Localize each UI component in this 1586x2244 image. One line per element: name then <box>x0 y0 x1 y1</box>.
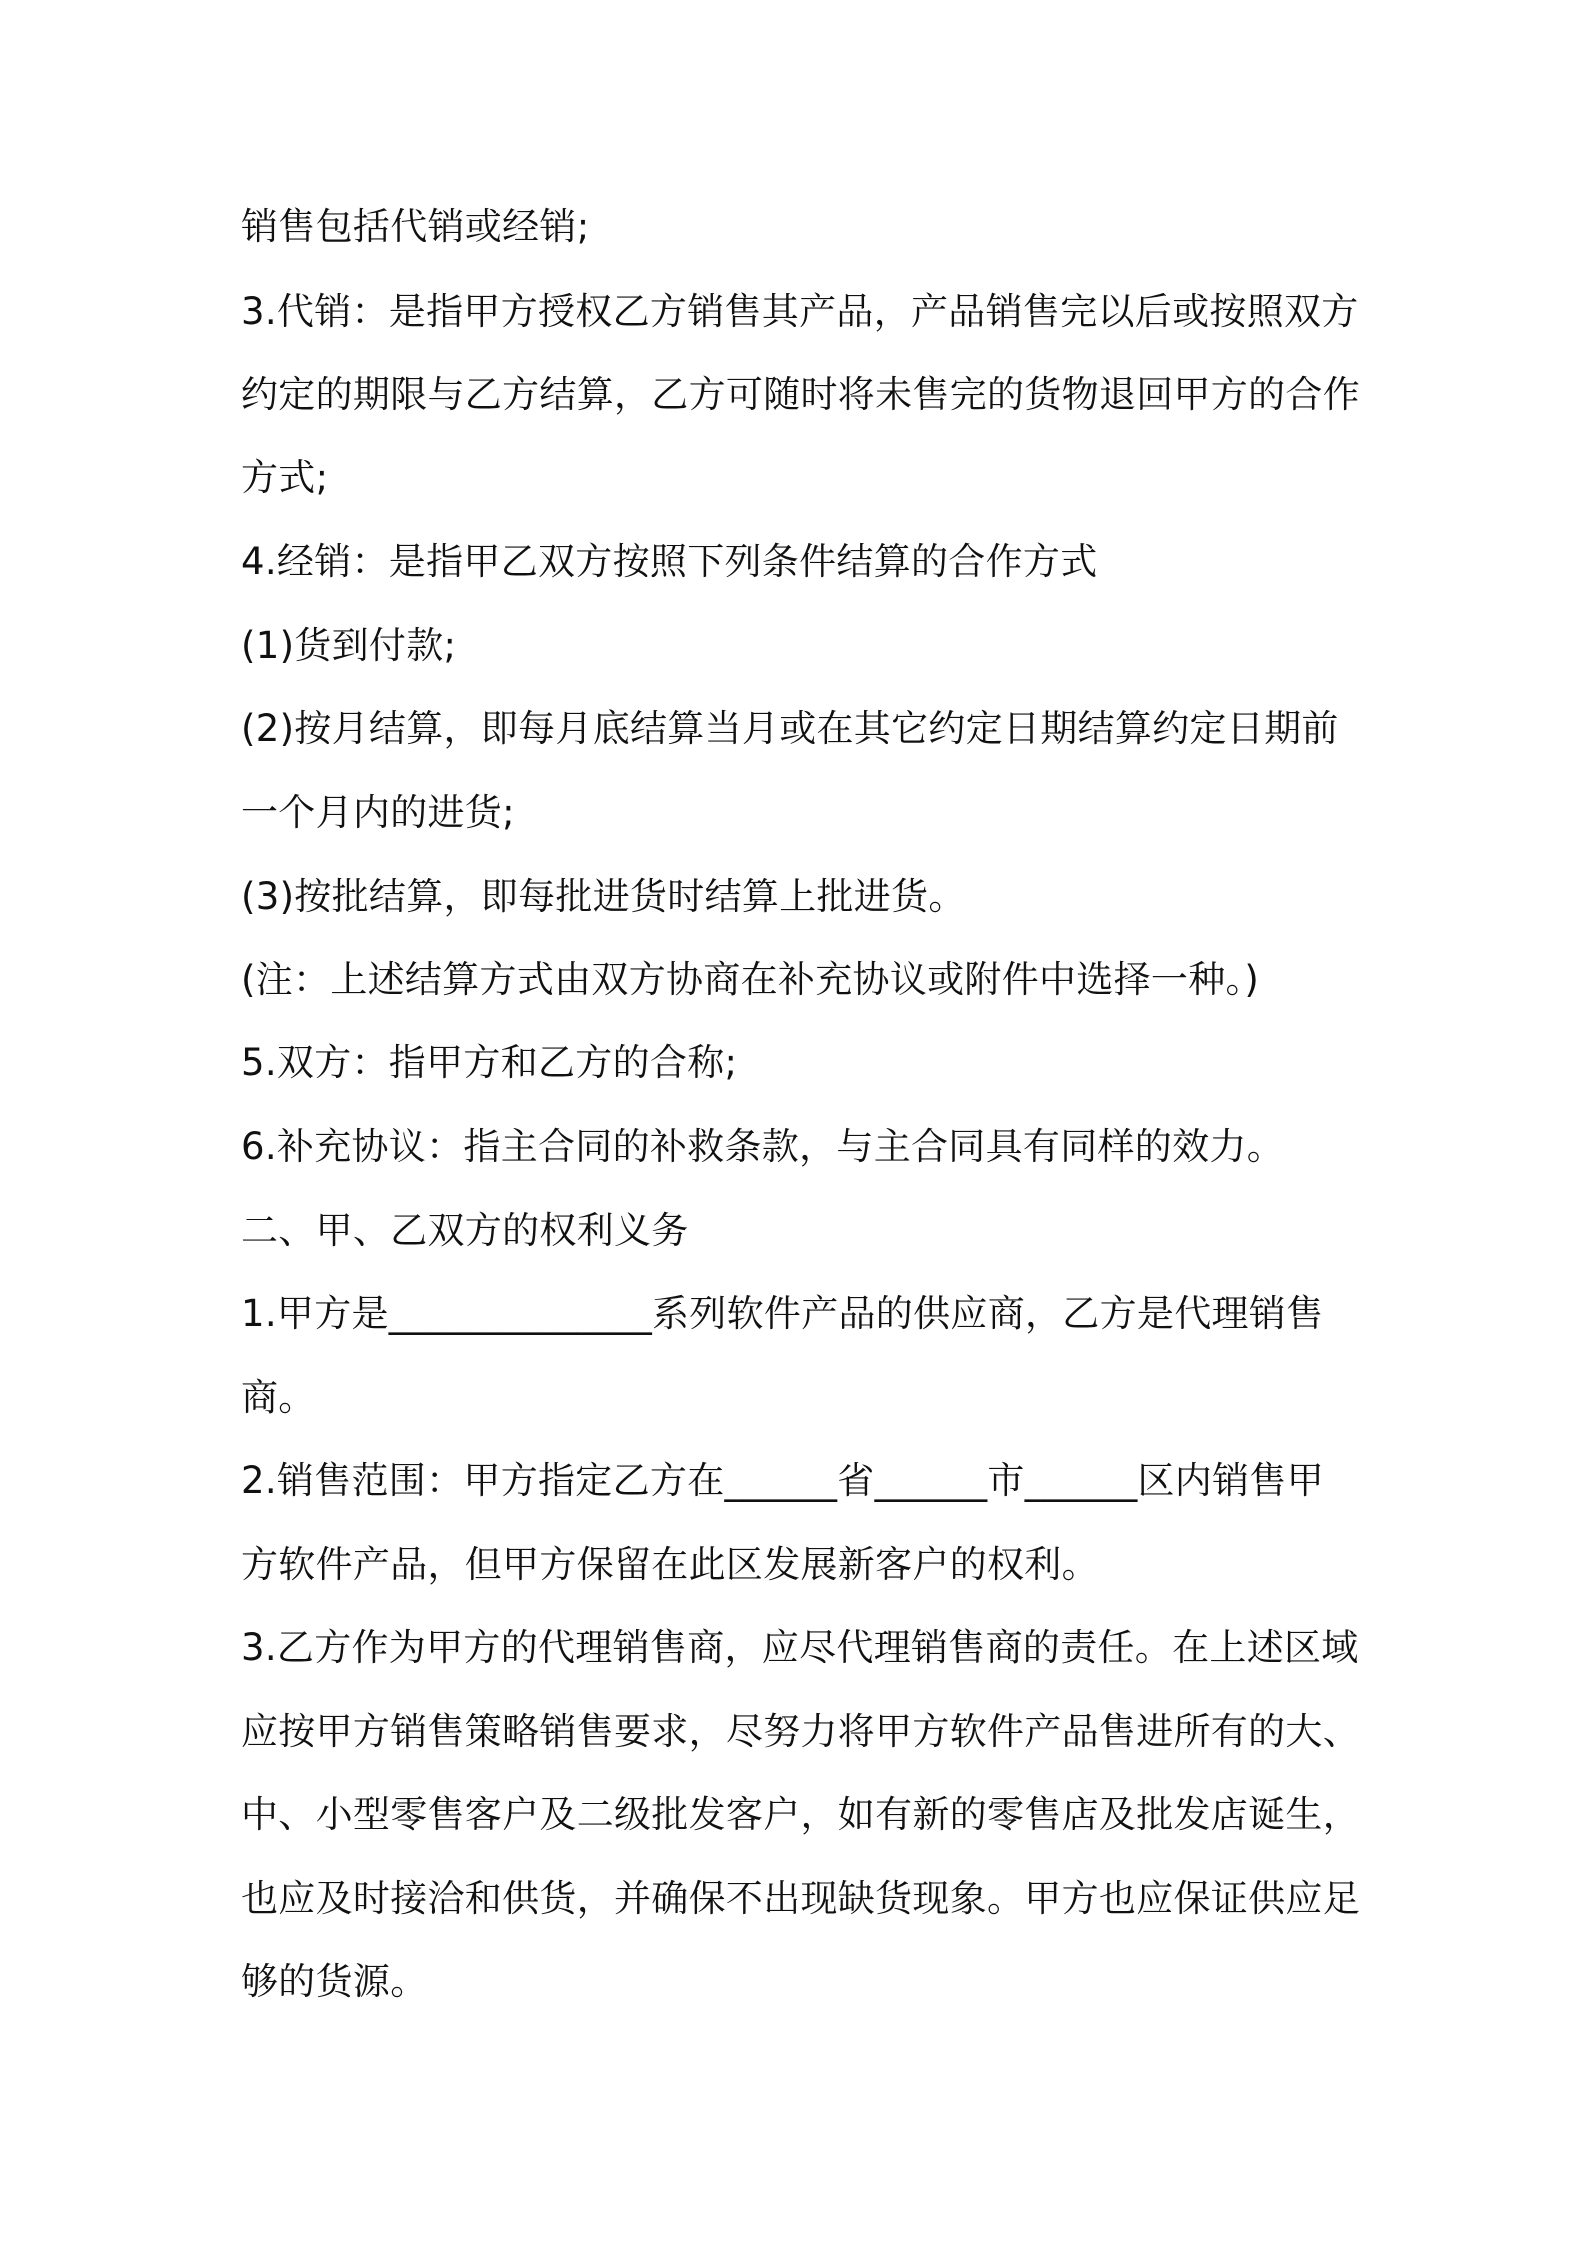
text-line: 6.补充协议：指主合同的补救条款，与主合同具有同样的效力。 <box>241 1125 1284 1168</box>
text-line: 方式; <box>241 456 329 499</box>
text-line: 方软件产品，但甲方保留在此区发展新客户的权利。 <box>241 1543 1099 1586</box>
text-line: 3.乙方作为甲方的代理销售商，应尽代理销售商的责任。在上述区域 <box>241 1626 1359 1669</box>
text-line: 商。 <box>241 1376 316 1419</box>
text-line: 2.销售范围：甲方指定乙方在______省______市______区内销售甲 <box>241 1459 1325 1502</box>
text-line: 中、小型零售客户及二级批发客户，如有新的零售店及批发店诞生， <box>241 1793 1360 1836</box>
text-line: (2)按月结算，即每月底结算当月或在其它约定日期结算约定日期前 <box>241 707 1339 750</box>
text-line: 5.双方：指甲方和乙方的合称; <box>241 1041 738 1084</box>
text-line: 3.代销：是指甲方授权乙方销售其产品，产品销售完以后或按照双方 <box>241 290 1359 333</box>
text-line: 约定的期限与乙方结算，乙方可随时将未售完的货物退回甲方的合作 <box>241 373 1360 416</box>
text-line: 一个月内的进货; <box>241 791 515 834</box>
text-line: (注：上述结算方式由双方协商在补充协议或附件中选择一种。) <box>241 958 1260 1001</box>
text-line: 4.经销：是指甲乙双方按照下列条件结算的合作方式 <box>241 540 1098 583</box>
text-line: (1)货到付款; <box>241 624 457 667</box>
text-line: 够的货源。 <box>241 1960 428 2003</box>
text-line: 应按甲方销售策略销售要求，尽努力将甲方软件产品售进所有的大、 <box>241 1710 1360 1753</box>
text-line: 也应及时接洽和供货，并确保不出现缺货现象。甲方也应保证供应足 <box>241 1877 1360 1920</box>
text-line: 销售包括代销或经销; <box>241 205 590 248</box>
section-heading: 二、甲、乙双方的权利义务 <box>241 1209 689 1252</box>
text-line: 1.甲方是______________系列软件产品的供应商，乙方是代理销售 <box>241 1292 1324 1335</box>
text-line: (3)按批结算，即每批进货时结算上批进货。 <box>241 875 966 918</box>
